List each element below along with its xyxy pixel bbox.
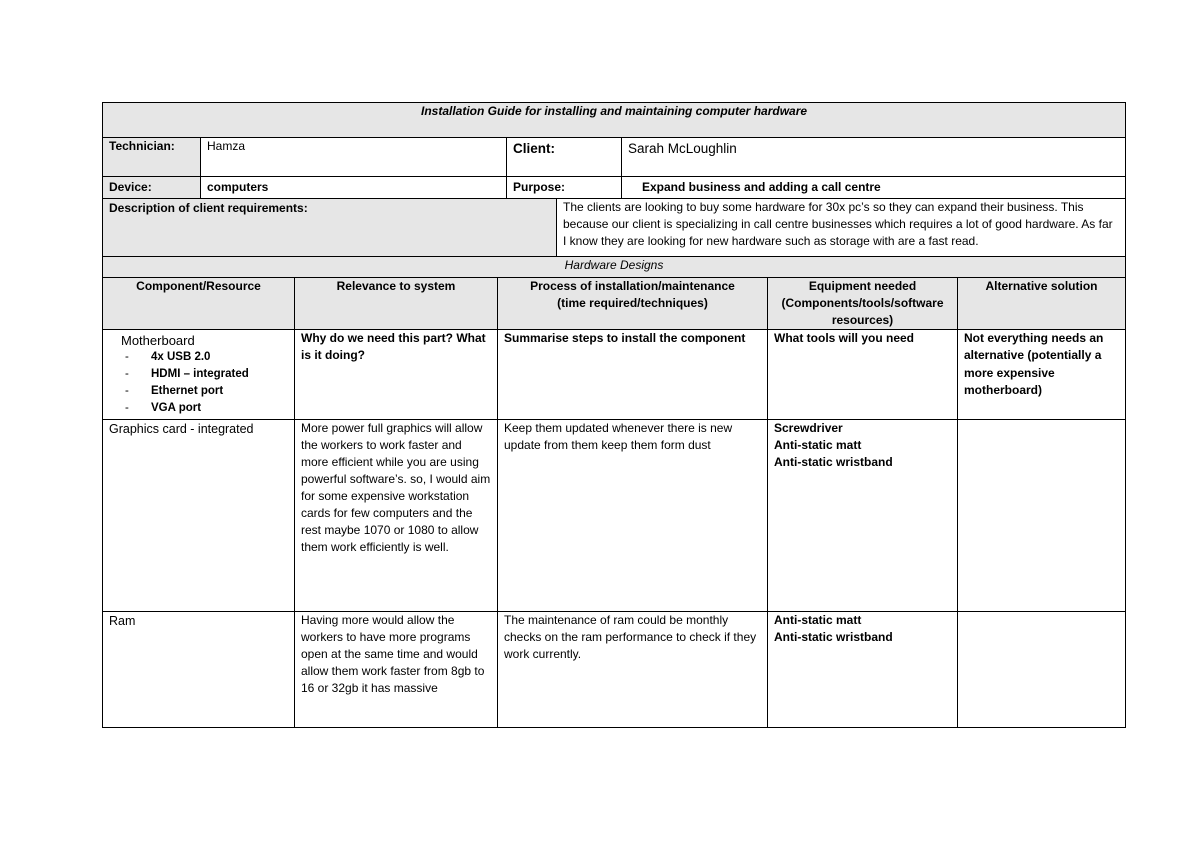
- column-header-alternative: Alternative solution: [958, 277, 1126, 329]
- list-item: - VGA port: [125, 400, 288, 417]
- requirements-label: Description of client requirements:: [103, 199, 557, 257]
- row-process: Keep them updated whenever there is new update from them keep them form dust: [498, 419, 768, 611]
- column-header-process: [498, 277, 768, 329]
- column-header-component: Component/Resource: [103, 277, 295, 329]
- equipment-item: Anti-static wristband: [774, 454, 893, 469]
- table-row: [103, 329, 1126, 419]
- row-equipment: [768, 419, 958, 611]
- row-alternative: Not everything needs an alternative (potentially a more expensive motherboard): [958, 329, 1126, 419]
- row-equipment: What tools will you need: [768, 329, 958, 419]
- row-relevance: More power full graphics will allow the workers to work faster and more efficient while you are using powerful software’s. so, I would aim for some expensive workstation cards for few computers and the rest maybe 1070 or 1080 to allow them work efficiently is well.: [295, 419, 498, 611]
- component-feature-list: [109, 349, 288, 417]
- row-equipment: [768, 611, 958, 727]
- row-relevance: Why do we need this part? What is it doing?: [295, 329, 498, 419]
- process-header-line-1: Process of installation/maintenance: [530, 278, 735, 293]
- hardware-designs-title: Hardware Designs: [103, 256, 1126, 277]
- requirements-value: The clients are looking to buy some hardware for 30x pc’s so they can expand their business. This because our client is specializing in call centre businesses which requires a lot of good hardware. As far I know they are looking for new hardware such as storage with are a fast read.: [557, 199, 1126, 257]
- table-row: [103, 419, 1126, 611]
- row-component-cell: [103, 329, 295, 419]
- row-process: The maintenance of ram could be monthly checks on the ram performance to check if they work currently.: [498, 611, 768, 727]
- purpose-value: Expand business and adding a call centre: [622, 177, 1126, 199]
- purpose-label: Purpose:: [507, 177, 622, 199]
- client-value: Sarah McLoughlin: [622, 138, 1126, 177]
- document-title: Installation Guide for installing and maintaining computer hardware: [103, 103, 1126, 138]
- technician-value: Hamza: [201, 138, 507, 177]
- row-component: Motherboard: [121, 332, 195, 348]
- list-item: - Ethernet port: [125, 383, 288, 400]
- device-value: computers: [201, 177, 507, 199]
- column-header-relevance: Relevance to system: [295, 277, 498, 329]
- row-alternative: [958, 419, 1126, 611]
- row-component: Graphics card - integrated: [103, 419, 295, 611]
- equipment-item: Anti-static wristband: [774, 629, 893, 644]
- list-item: - 4x USB 2.0: [125, 349, 288, 366]
- installation-guide-document: [102, 102, 1125, 728]
- client-label: Client:: [507, 138, 622, 177]
- row-alternative: [958, 611, 1126, 727]
- hardware-designs-table: [102, 256, 1126, 728]
- row-component: Ram: [103, 611, 295, 727]
- process-header-line-2: (time required/techniques): [557, 295, 708, 310]
- device-label: Device:: [103, 177, 201, 199]
- equipment-item: Screwdriver: [774, 420, 843, 435]
- equipment-item: Anti-static matt: [774, 612, 862, 627]
- column-header-equipment: Equipment needed (Components/tools/software resources): [768, 277, 958, 329]
- row-relevance: Having more would allow the workers to have more programs open at the same time and would allow them work faster from 8gb to 16 or 32gb it has massive: [295, 611, 498, 727]
- technician-label: Technician:: [103, 138, 201, 177]
- list-item: - HDMI – integrated: [125, 366, 288, 383]
- equipment-item: Anti-static matt: [774, 437, 862, 452]
- header-table: [102, 102, 1126, 257]
- row-process: Summarise steps to install the component: [498, 329, 768, 419]
- table-row: [103, 611, 1126, 727]
